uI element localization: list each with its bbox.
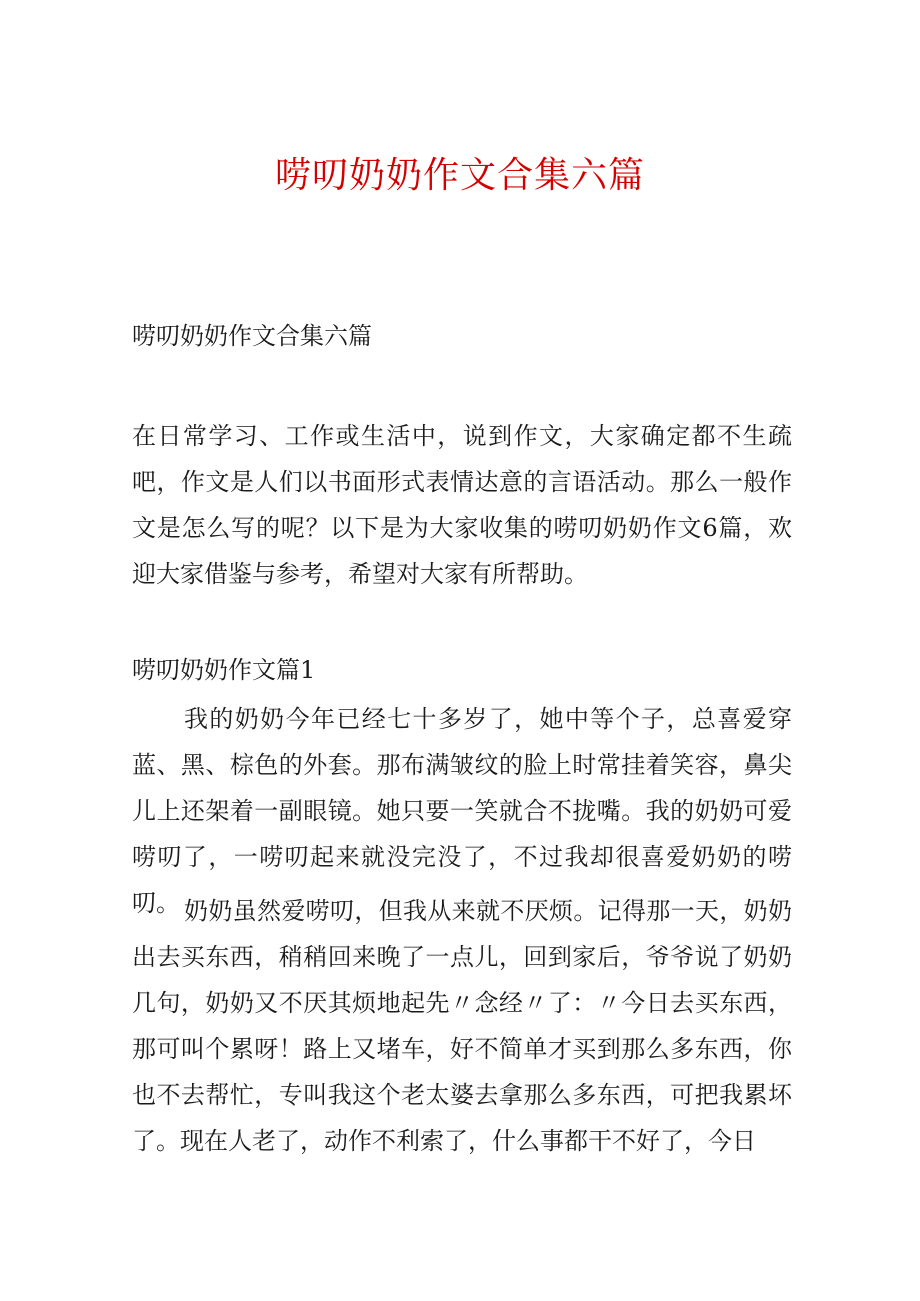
document-subtitle: 唠叨奶奶作文合集六篇 xyxy=(132,322,372,350)
body-paragraph-2: 奶奶虽然爱唠叨，但我从来就不厌烦。记得那一天，奶奶出去买东西，稍稍回来晚了一点儿，回到家后，爷爷说了奶奶几句，奶奶又不厌其烦地起先〃念经〃了：〃今日去买东西，那可叫个累呀！路上又堵车，好不简单才买到那么多东西，你也不去帮忙，专叫我这个老太婆去拿那么多东西，可把我累坏了。现在人老了，动作不利索了，什么事都干不好了，今日 xyxy=(132,897,792,1155)
body-paragraph-1: 我的奶奶今年已经七十多岁了，她中等个子，总喜爱穿蓝、黑、棕色的外套。那布满皱纹的脸上时常挂着笑容，鼻尖儿上还架着一副眼镜。她只要一笑就合不拢嘴。我的奶奶可爱唠叨了，一唠叨起来就没完没了，不过我却很喜爱奶奶的唠叨。 xyxy=(132,705,792,917)
section-heading: 唠叨奶奶作文篇1 xyxy=(132,656,316,684)
document-title: 唠叨奶奶作文合集六篇 xyxy=(274,155,645,196)
intro-paragraph: 在日常学习、工作或生活中，说到作文，大家确定都不生疏吧，作文是人们以书面形式表情达意的言语活动。那么一般作文是怎么写的呢？以下是为大家收集的唠叨奶奶作文6篇，欢迎大家借鉴与参考，希望对大家有所帮助。 xyxy=(132,422,792,588)
